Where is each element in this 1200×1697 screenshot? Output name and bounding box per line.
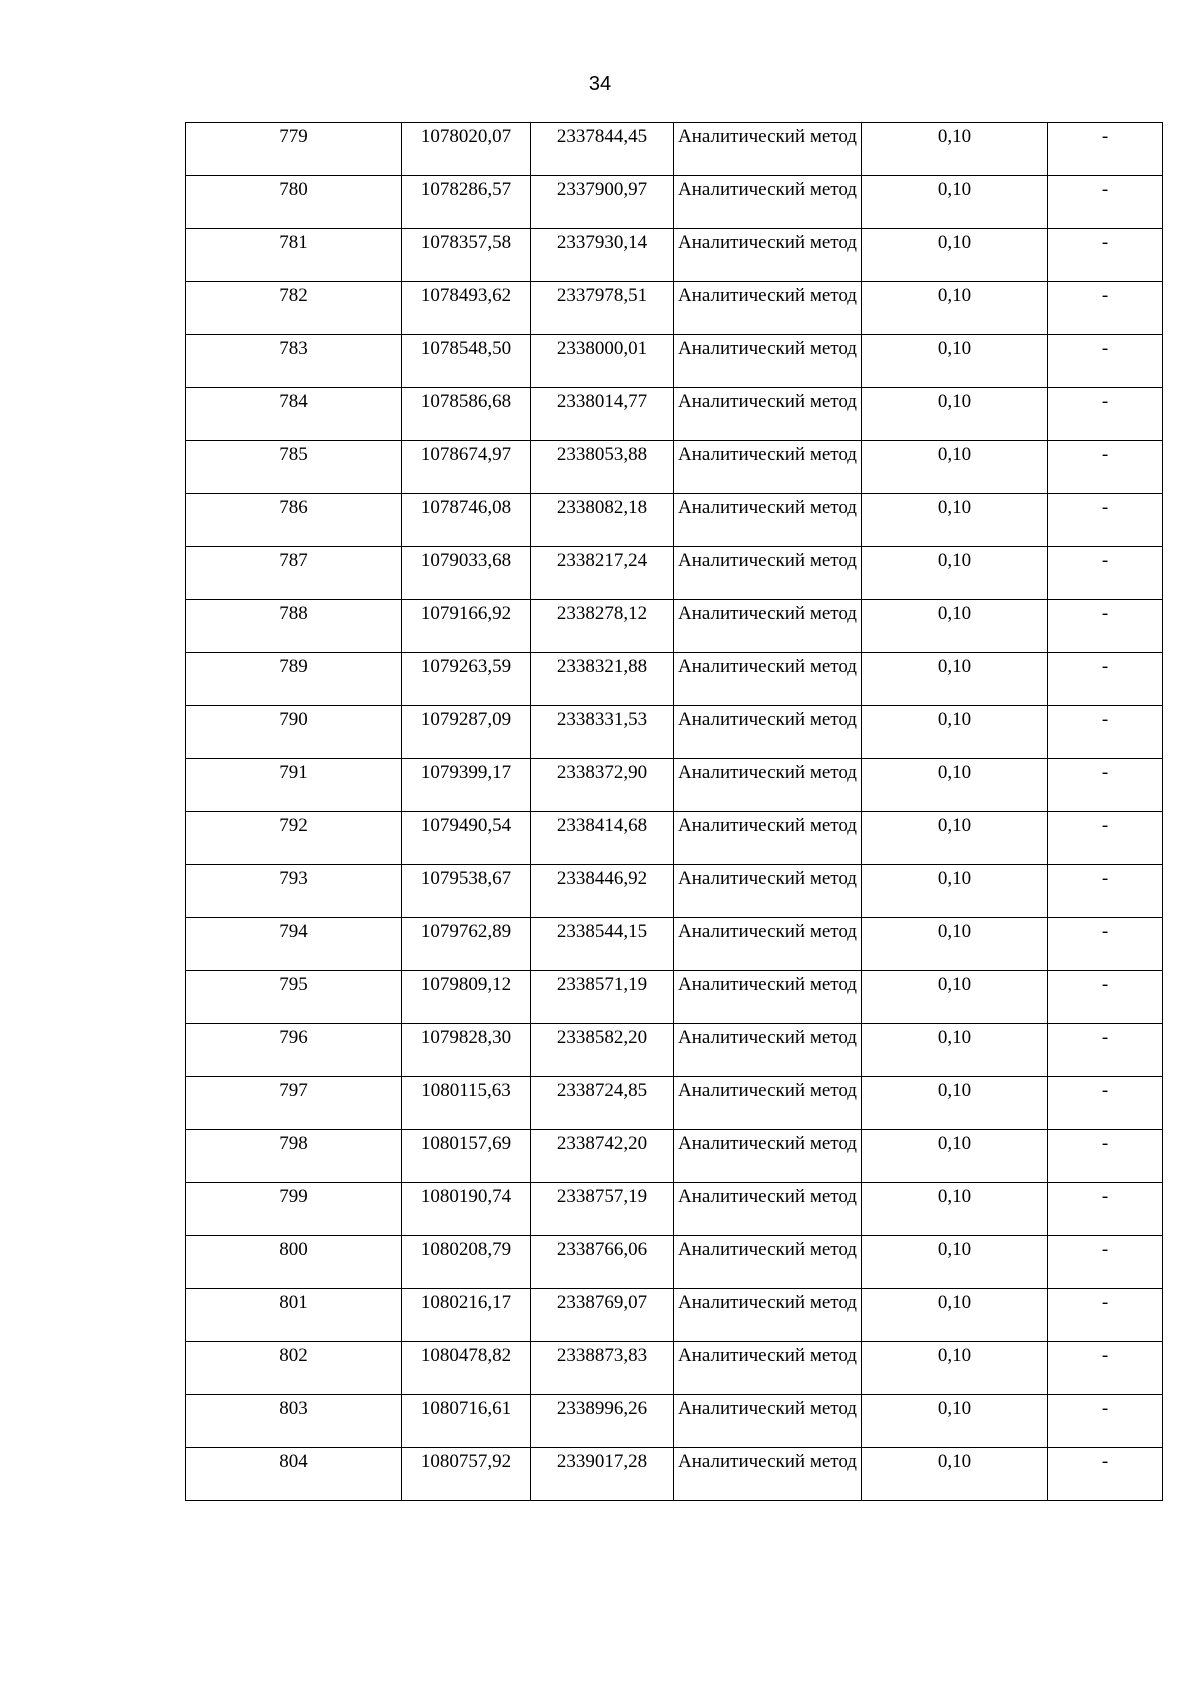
accuracy-cell: 0,10 [862,812,1048,865]
extra-cell: - [1048,1024,1163,1077]
point-number-cell: 789 [186,653,402,706]
point-number-cell: 803 [186,1395,402,1448]
x-coordinate-cell: 1079828,30 [402,1024,531,1077]
y-coordinate-cell: 2338724,85 [531,1077,674,1130]
x-coordinate-cell: 1078586,68 [402,388,531,441]
extra-cell: - [1048,335,1163,388]
point-number-cell: 790 [186,706,402,759]
y-coordinate-cell: 2338571,19 [531,971,674,1024]
accuracy-cell: 0,10 [862,971,1048,1024]
table-row [186,1024,1163,1077]
y-coordinate-cell: 2338446,92 [531,865,674,918]
extra-cell: - [1048,176,1163,229]
method-cell: Аналитический метод [674,441,862,494]
y-coordinate-cell: 2337930,14 [531,229,674,282]
y-coordinate-cell: 2338278,12 [531,600,674,653]
extra-cell: - [1048,865,1163,918]
x-coordinate-cell: 1080216,17 [402,1289,531,1342]
point-number-cell: 786 [186,494,402,547]
x-coordinate-cell: 1079033,68 [402,547,531,600]
method-cell: Аналитический метод [674,759,862,812]
accuracy-cell: 0,10 [862,176,1048,229]
y-coordinate-cell: 2338766,06 [531,1236,674,1289]
table-row [186,282,1163,335]
y-coordinate-cell: 2338331,53 [531,706,674,759]
point-number-cell: 782 [186,282,402,335]
point-number-cell: 801 [186,1289,402,1342]
table-row [186,600,1163,653]
accuracy-cell: 0,10 [862,759,1048,812]
method-cell: Аналитический метод [674,123,862,176]
table-row [186,653,1163,706]
table-row [186,971,1163,1024]
method-cell: Аналитический метод [674,335,862,388]
extra-cell: - [1048,706,1163,759]
accuracy-cell: 0,10 [862,1289,1048,1342]
extra-cell: - [1048,1448,1163,1501]
extra-cell: - [1048,653,1163,706]
table-row [186,1236,1163,1289]
point-number-cell: 798 [186,1130,402,1183]
y-coordinate-cell: 2338582,20 [531,1024,674,1077]
method-cell: Аналитический метод [674,918,862,971]
method-cell: Аналитический метод [674,1448,862,1501]
x-coordinate-cell: 1079263,59 [402,653,531,706]
table-row [186,706,1163,759]
extra-cell: - [1048,547,1163,600]
extra-cell: - [1048,282,1163,335]
extra-cell: - [1048,1130,1163,1183]
accuracy-cell: 0,10 [862,123,1048,176]
table-row [186,1289,1163,1342]
method-cell: Аналитический метод [674,1183,862,1236]
accuracy-cell: 0,10 [862,335,1048,388]
coordinates-table [185,122,1163,1501]
y-coordinate-cell: 2338414,68 [531,812,674,865]
y-coordinate-cell: 2338757,19 [531,1183,674,1236]
point-number-cell: 802 [186,1342,402,1395]
accuracy-cell: 0,10 [862,1077,1048,1130]
x-coordinate-cell: 1078674,97 [402,441,531,494]
extra-cell: - [1048,1183,1163,1236]
accuracy-cell: 0,10 [862,388,1048,441]
extra-cell: - [1048,123,1163,176]
x-coordinate-cell: 1079490,54 [402,812,531,865]
point-number-cell: 784 [186,388,402,441]
table-row [186,229,1163,282]
extra-cell: - [1048,1342,1163,1395]
extra-cell: - [1048,918,1163,971]
coordinates-table-body [186,123,1163,1501]
table-row [186,123,1163,176]
method-cell: Аналитический метод [674,706,862,759]
point-number-cell: 781 [186,229,402,282]
table-row [186,441,1163,494]
method-cell: Аналитический метод [674,865,862,918]
y-coordinate-cell: 2338321,88 [531,653,674,706]
x-coordinate-cell: 1078357,58 [402,229,531,282]
accuracy-cell: 0,10 [862,1024,1048,1077]
y-coordinate-cell: 2338053,88 [531,441,674,494]
extra-cell: - [1048,971,1163,1024]
point-number-cell: 795 [186,971,402,1024]
point-number-cell: 796 [186,1024,402,1077]
method-cell: Аналитический метод [674,600,862,653]
table-row [186,388,1163,441]
x-coordinate-cell: 1079287,09 [402,706,531,759]
table-row [186,1130,1163,1183]
y-coordinate-cell: 2338082,18 [531,494,674,547]
method-cell: Аналитический метод [674,1236,862,1289]
method-cell: Аналитический метод [674,971,862,1024]
table-row [186,494,1163,547]
x-coordinate-cell: 1078020,07 [402,123,531,176]
table-row [186,1077,1163,1130]
extra-cell: - [1048,1395,1163,1448]
x-coordinate-cell: 1080208,79 [402,1236,531,1289]
y-coordinate-cell: 2338372,90 [531,759,674,812]
method-cell: Аналитический метод [674,812,862,865]
y-coordinate-cell: 2338217,24 [531,547,674,600]
accuracy-cell: 0,10 [862,494,1048,547]
point-number-cell: 792 [186,812,402,865]
method-cell: Аналитический метод [674,388,862,441]
method-cell: Аналитический метод [674,653,862,706]
table-row [186,335,1163,388]
table-row [186,918,1163,971]
y-coordinate-cell: 2339017,28 [531,1448,674,1501]
x-coordinate-cell: 1080190,74 [402,1183,531,1236]
table-row [186,547,1163,600]
accuracy-cell: 0,10 [862,600,1048,653]
point-number-cell: 779 [186,123,402,176]
x-coordinate-cell: 1080157,69 [402,1130,531,1183]
y-coordinate-cell: 2338742,20 [531,1130,674,1183]
table-row [186,1395,1163,1448]
point-number-cell: 785 [186,441,402,494]
x-coordinate-cell: 1080478,82 [402,1342,531,1395]
point-number-cell: 797 [186,1077,402,1130]
y-coordinate-cell: 2337900,97 [531,176,674,229]
point-number-cell: 788 [186,600,402,653]
accuracy-cell: 0,10 [862,1342,1048,1395]
method-cell: Аналитический метод [674,282,862,335]
x-coordinate-cell: 1080757,92 [402,1448,531,1501]
table-row [186,812,1163,865]
extra-cell: - [1048,441,1163,494]
method-cell: Аналитический метод [674,176,862,229]
table-row [186,1448,1163,1501]
point-number-cell: 793 [186,865,402,918]
x-coordinate-cell: 1079762,89 [402,918,531,971]
method-cell: Аналитический метод [674,1130,862,1183]
point-number-cell: 787 [186,547,402,600]
extra-cell: - [1048,812,1163,865]
accuracy-cell: 0,10 [862,441,1048,494]
x-coordinate-cell: 1079538,67 [402,865,531,918]
accuracy-cell: 0,10 [862,282,1048,335]
method-cell: Аналитический метод [674,229,862,282]
accuracy-cell: 0,10 [862,1395,1048,1448]
extra-cell: - [1048,494,1163,547]
accuracy-cell: 0,10 [862,865,1048,918]
y-coordinate-cell: 2337978,51 [531,282,674,335]
x-coordinate-cell: 1080716,61 [402,1395,531,1448]
y-coordinate-cell: 2338769,07 [531,1289,674,1342]
accuracy-cell: 0,10 [862,547,1048,600]
y-coordinate-cell: 2338873,83 [531,1342,674,1395]
x-coordinate-cell: 1079399,17 [402,759,531,812]
extra-cell: - [1048,759,1163,812]
accuracy-cell: 0,10 [862,1448,1048,1501]
method-cell: Аналитический метод [674,1342,862,1395]
method-cell: Аналитический метод [674,1395,862,1448]
method-cell: Аналитический метод [674,1289,862,1342]
point-number-cell: 794 [186,918,402,971]
y-coordinate-cell: 2338014,77 [531,388,674,441]
x-coordinate-cell: 1079166,92 [402,600,531,653]
accuracy-cell: 0,10 [862,1236,1048,1289]
point-number-cell: 804 [186,1448,402,1501]
accuracy-cell: 0,10 [862,1130,1048,1183]
page-number: 34 [588,73,612,95]
method-cell: Аналитический метод [674,547,862,600]
accuracy-cell: 0,10 [862,918,1048,971]
accuracy-cell: 0,10 [862,229,1048,282]
x-coordinate-cell: 1078548,50 [402,335,531,388]
y-coordinate-cell: 2337844,45 [531,123,674,176]
point-number-cell: 800 [186,1236,402,1289]
extra-cell: - [1048,229,1163,282]
method-cell: Аналитический метод [674,494,862,547]
point-number-cell: 791 [186,759,402,812]
point-number-cell: 780 [186,176,402,229]
table-row [186,1342,1163,1395]
y-coordinate-cell: 2338000,01 [531,335,674,388]
x-coordinate-cell: 1078286,57 [402,176,531,229]
table-row [186,865,1163,918]
table-row [186,1183,1163,1236]
accuracy-cell: 0,10 [862,1183,1048,1236]
extra-cell: - [1048,388,1163,441]
extra-cell: - [1048,1236,1163,1289]
y-coordinate-cell: 2338544,15 [531,918,674,971]
method-cell: Аналитический метод [674,1024,862,1077]
x-coordinate-cell: 1080115,63 [402,1077,531,1130]
x-coordinate-cell: 1079809,12 [402,971,531,1024]
extra-cell: - [1048,1077,1163,1130]
table-row [186,759,1163,812]
accuracy-cell: 0,10 [862,706,1048,759]
point-number-cell: 783 [186,335,402,388]
table-row [186,176,1163,229]
point-number-cell: 799 [186,1183,402,1236]
method-cell: Аналитический метод [674,1077,862,1130]
y-coordinate-cell: 2338996,26 [531,1395,674,1448]
x-coordinate-cell: 1078493,62 [402,282,531,335]
x-coordinate-cell: 1078746,08 [402,494,531,547]
accuracy-cell: 0,10 [862,653,1048,706]
extra-cell: - [1048,600,1163,653]
extra-cell: - [1048,1289,1163,1342]
